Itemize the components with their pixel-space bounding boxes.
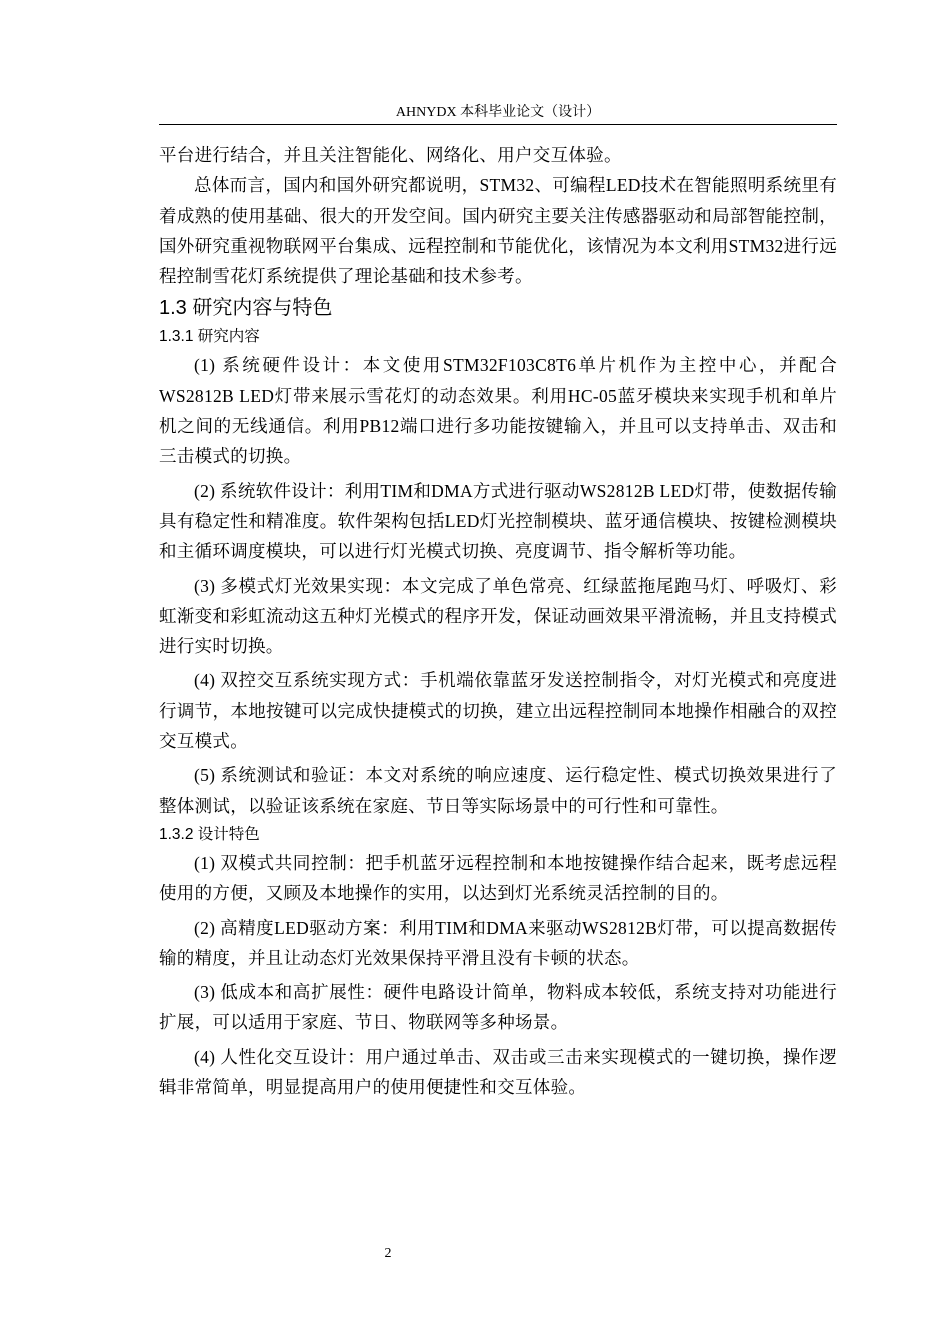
paragraph: 总体而言，国内和国外研究都说明，STM32、可编程LED技术在智能照明系统里有着成熟的使用基础、很大的开发空间。国内研究主要关注传感器驱动和局部智能控制，国外研究重视物联网平台集成、远程控制和节能优化，该情况为本文利用STM32进行远程控制雪花灯系统提供了理论基础和技术参考。 xyxy=(159,175,837,287)
list-item: (1) 系统硬件设计：本文使用STM32F103C8T6单片机作为主控中心，并配合WS2812B LED灯带来展示雪花灯的动态效果。利用HC-05蓝牙模块来实现手机和单片机之间的无线通信。利用PB12端口进行多功能按键输入，并且可以支持单击、双击和三击模式的切换。 xyxy=(159,355,837,467)
list-item: (1) 双模式共同控制：把手机蓝牙远程控制和本地按键操作结合起来，既考虑远程使用的方便，又顾及本地操作的实用，以达到灯光系统灵活控制的目的。 xyxy=(159,852,837,904)
subsection-heading: 1.3.2 设计特色 xyxy=(159,825,260,843)
section-heading: 1.3 研究内容与特色 xyxy=(159,297,333,320)
list-item: (3) 低成本和高扩展性：硬件电路设计简单，物料成本较低，系统支持对功能进行扩展，可以适用于家庭、节日、物联网等多种场景。 xyxy=(159,982,837,1033)
subsection-heading: 1.3.1 研究内容 xyxy=(159,328,260,346)
list-item: (2) 系统软件设计：利用TIM和DMA方式进行驱动WS2812B LED灯带，使数据传输具有稳定性和精准度。软件架构包括LED灯光控制模块、蓝牙通信模块、按键检测模块和主循环调度模块，可以进行灯光模式切换、亮度调节、指令解析等功能。 xyxy=(159,480,837,562)
page-number: 2 xyxy=(384,1246,392,1261)
running-header: AHNYDX 本科毕业论文（设计） xyxy=(395,105,601,120)
list-item: (2) 高精度LED驱动方案：利用TIM和DMA来驱动WS2812B灯带，可以提高数据传输的精度，并且让动态灯光效果保持平滑且没有卡顿的状态。 xyxy=(159,917,837,968)
page-body xyxy=(159,140,837,1102)
list-item: (4) 人性化交互设计：用户通过单击、双击或三击来实现模式的一键切换，操作逻辑非常简单，明显提高用户的使用便捷性和交互体验。 xyxy=(159,1046,837,1098)
header-rule xyxy=(159,124,837,125)
list-item: (3) 多模式灯光效果实现：本文完成了单色常亮、红绿蓝拖尾跑马灯、呼吸灯、彩虹渐变和彩虹流动这五种灯光模式的程序开发，保证动画效果平滑流畅，并且支持模式进行实时切换。 xyxy=(159,575,837,657)
list-item: (5) 系统测试和验证：本文对系统的响应速度、运行稳定性、模式切换效果进行了整体测试，以验证该系统在家庭、节日等实际场景中的可行性和可靠性。 xyxy=(159,765,837,816)
list-item: (4) 双控交互系统实现方式：手机端依靠蓝牙发送控制指令，对灯光模式和亮度进行调节，本地按键可以完成快捷模式的切换，建立出远程控制同本地操作相融合的双控交互模式。 xyxy=(159,670,837,752)
paragraph: 平台进行结合，并且关注智能化、网络化、用户交互体验。 xyxy=(159,145,622,165)
